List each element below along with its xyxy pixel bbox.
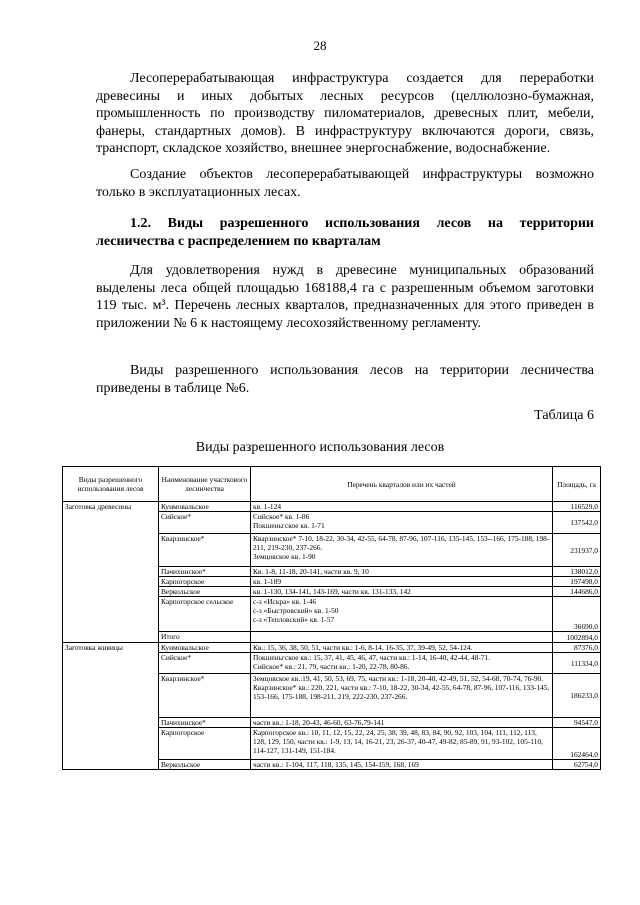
cell-quarters: кв. 1-130, 134-141, 143-169, части кв. 131-133, 142 (251, 587, 553, 597)
table-label: Таблица 6 (534, 408, 594, 423)
cell-quarters: части кв.: 1-104, 117, 118, 135, 145, 154-159, 168, 169 (251, 760, 553, 770)
cell-use-type: Заготовка древесины (63, 502, 159, 643)
cell-quarters: Земцовское кв.:19, 41, 50, 53, 69, 75, части кв.: 1-18, 20-40, 42-49, 51, 52, 54-68, 70-74, 76-90. Кварзинское* кв.: 220, 221, части кв.: 7-10, 18-22, 30-34, 42-55, 64-78, 87-96, 107-116, 133-145, 153-166, 175-188, 198-211, 219, 222-230, 237-266. (251, 674, 553, 718)
cell-area: 111334,0 (553, 653, 601, 674)
page-number: 28 (313, 38, 327, 53)
section-heading: 1.2. Виды разрешенного использования лесов на территории лесничества с распределением по кварталам (96, 216, 594, 249)
cell-quarters: Сийское* кв. 1-86 Покшеньгское кв. 1-71 (251, 512, 553, 534)
table-title: Виды разрешенного использования лесов (195, 440, 445, 455)
cell-area: 87376,0 (553, 643, 601, 653)
cell-area: 94547,0 (553, 718, 601, 728)
cell-area: 1002894,0 (553, 632, 601, 643)
cell-area: 231937,0 (553, 534, 601, 567)
cell-quarters (251, 632, 553, 643)
header-use-type: Виды разрешенного использования лесов (63, 467, 159, 502)
cell-area: 62754,0 (553, 760, 601, 770)
cell-quarters: Кв. 1-8, 11-18, 20-141, части кв. 9, 10 (251, 567, 553, 577)
table-row (63, 643, 601, 653)
forest-use-table (62, 466, 601, 770)
cell-area: 162464,0 (553, 728, 601, 760)
cell-forestry: Куимовальское (159, 502, 251, 512)
header-quarters: Перечень кварталов или их частей (251, 467, 553, 502)
cell-quarters: кв. 1-189 (251, 577, 553, 587)
cell-forestry: Итого (159, 632, 251, 643)
paragraph-table-reference: Виды разрешенного использования лесов на территории лесничества приведены в таблице №6. (96, 363, 594, 396)
cell-forestry: Кварзинское* (159, 674, 251, 718)
table-header-row (63, 467, 601, 502)
cell-forestry: Веркольское (159, 760, 251, 770)
cell-forestry: Сийское* (159, 512, 251, 534)
cell-use-type: Заготовка живицы (63, 643, 159, 770)
cell-forestry: Карпогорское (159, 577, 251, 587)
cell-forestry: Сийское* (159, 653, 251, 674)
cell-quarters: кв. 1-124 (251, 502, 553, 512)
cell-area: 197498,0 (553, 577, 601, 587)
cell-area: 186233,0 (553, 674, 601, 718)
cell-forestry: Пачихинское* (159, 567, 251, 577)
cell-forestry: Карпогорское сельское (159, 597, 251, 632)
paragraph-wood-needs: Для удовлетворения нужд в древесине муниципальных образований выделены леса общей площадью 168188,4 га с разрешенным объемом заготовки 119 тыс. м³. Перечень лесных кварталов, предназначенных для этого приведен в приложении № 6 к настоящему лесохозяйственному регламенту. (96, 263, 594, 331)
cell-area: 116529,0 (553, 502, 601, 512)
cell-forestry: Карпогорское (159, 728, 251, 760)
paragraph-creation: Создание объектов лесоперерабатывающей инфраструктуры возможно только в эксплуатационных лесах. (96, 167, 594, 200)
table-row (63, 502, 601, 512)
cell-forestry: Куимовальское (159, 643, 251, 653)
cell-area: 36690,0 (553, 597, 601, 632)
table-body (63, 502, 601, 770)
cell-quarters: Кварзинское* 7-10, 18-22, 30-34, 42-55, 64-78, 87-96, 107-116, 135-145, 153--166, 175-188, 198-211, 219-230, 237-266. Земцовское кв. 1-90 (251, 534, 553, 567)
cell-forestry: Кварзинское* (159, 534, 251, 567)
cell-area: 137542,0 (553, 512, 601, 534)
cell-forestry: Пачихинское* (159, 718, 251, 728)
paragraph-infrastructure: Лесоперерабатывающая инфраструктура создается для переработки древесины и иных добытых лесных ресурсов (целлюлозно-бумажная, промышленность по производству пиломатериалов, древесных плит, мебели, фанеры, стандартных домов). В инфраструктуру включаются дороги, связь, транспорт, складское хозяйство, внешнее энергоснабжение, водоснабжение. (96, 71, 594, 156)
cell-forestry: Веркольское (159, 587, 251, 597)
header-area: Площадь, га (553, 467, 601, 502)
cell-quarters: с-з «Искра» кв. 1-46 с-з «Быстровский» кв. 1-50 с-з «Тепловский» кв. 1-57 (251, 597, 553, 632)
cell-quarters: Карпогорское кв.: 10, 11, 12, 15, 22, 24, 25, 38, 39, 48, 83, 84, 90, 92, 103, 104, 111, 112, 113, 128, 129, 150, части кв.: 1-9, 13, 14, 16-21, 23, 26-37, 40-47, 49-82, 85-89, 91, 93-102, 105-110, 114-127, 131-149, 151-184. (251, 728, 553, 760)
cell-area: 144686,0 (553, 587, 601, 597)
cell-area: 138012,0 (553, 567, 601, 577)
cell-quarters: Покшеньгское кв.: 15, 37, 41, 45, 46, 47, части кв.: 1-14, 16-40, 42-44, 48-71. Сийское* кв.: 21, 79, части кв.: 1-20, 22-78, 80-86. (251, 653, 553, 674)
cell-quarters: части кв.: 1-18, 20-43, 46-60, 63-76,79-141 (251, 718, 553, 728)
cell-quarters: Кв.: 15, 36, 38, 50, 51, части кв.: 1-6, 8-14, 16-35, 37, 39-49, 52, 54-124. (251, 643, 553, 653)
header-forestry: Наименование участкового лесничества (159, 467, 251, 502)
